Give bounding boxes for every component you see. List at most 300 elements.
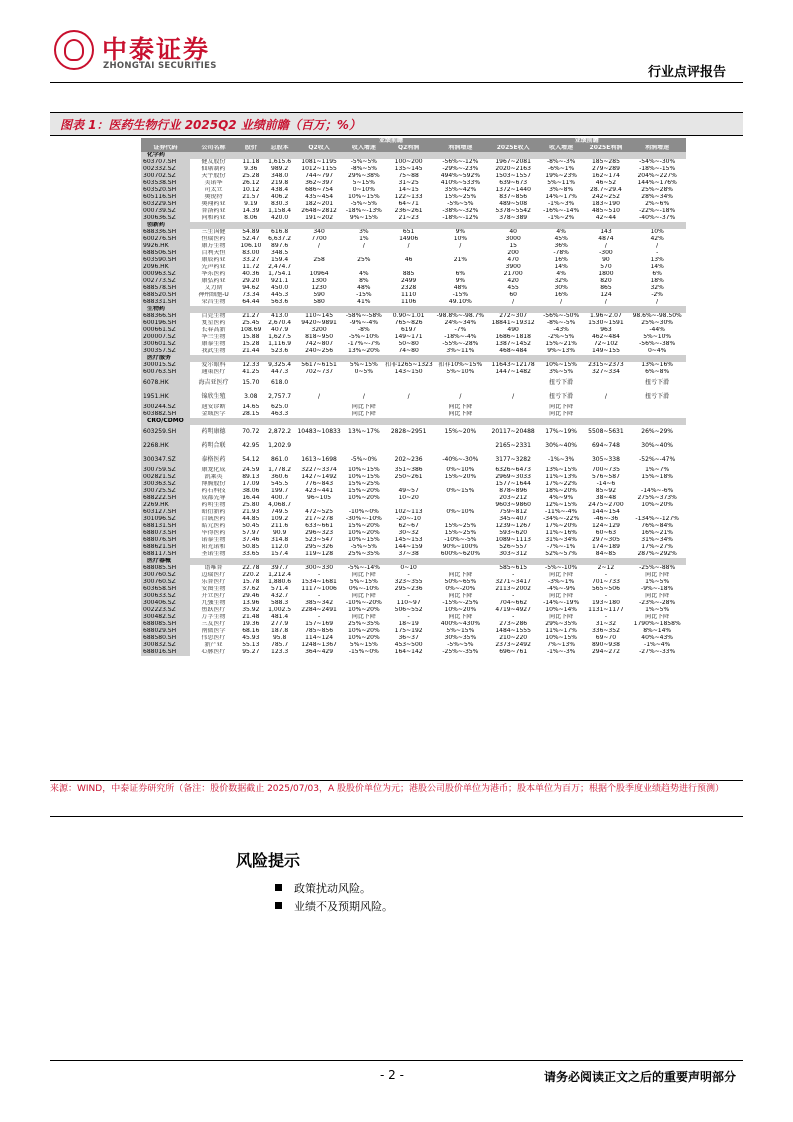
table-cell: [295, 264, 344, 271]
table-row: [141, 250, 686, 257]
company-name-cell: 安图生物: [201, 586, 226, 593]
table-cell: 203~212: [499, 495, 528, 502]
table-cell: 287%~292%: [637, 551, 677, 558]
table-row: [141, 649, 686, 656]
table-cell: 616.8: [271, 229, 289, 236]
table-cell: 扭亏下滑: [645, 392, 670, 400]
table-cell: 204%~227%: [637, 173, 677, 180]
table-cell: 820: [600, 278, 612, 285]
source-top-rule: [50, 780, 743, 781]
table-cell: -56%~-50%: [543, 313, 580, 320]
table-cell: 36%: [554, 243, 568, 250]
table-cell: 41%: [357, 299, 371, 306]
table-cell: 0~10%: [352, 187, 375, 194]
table-cell: 96~105: [307, 495, 332, 502]
table-cell: 8.06: [244, 215, 258, 222]
table-cell: -5%~5%: [447, 642, 474, 649]
table-cell: 364~429: [305, 649, 334, 656]
table-cell: 258: [313, 257, 325, 264]
company-name-cell: 药明合联: [201, 441, 226, 449]
table-row: [141, 404, 686, 411]
table-cell: 68.16: [242, 628, 260, 635]
table-cell: 扣非10%~15%: [438, 362, 483, 369]
table-cell: 588.3: [271, 600, 289, 607]
company-name-cell: 九强生物: [201, 600, 226, 607]
table-cell: 327~334: [591, 369, 620, 376]
risk-item-text: 业绩不及预期风险。: [294, 900, 393, 913]
table-row: [141, 299, 686, 306]
stock-code-cell: 603707.SH: [141, 159, 190, 166]
table-cell: 400%~430%: [440, 621, 481, 628]
table-cell: 297~305: [591, 537, 620, 544]
table-cell: -3%~1%: [548, 579, 575, 586]
table-cell: /: [604, 243, 607, 250]
table-cell: 1,212.4: [268, 572, 292, 579]
table-cell: 3%~5%: [549, 369, 574, 376]
table-section-row: [141, 418, 686, 425]
table-cell: 10%~20%: [444, 607, 477, 614]
table-cell: 1387~1452: [495, 341, 531, 348]
table-cell: -8%~5%: [350, 166, 377, 173]
table-row: [141, 551, 686, 558]
table-cell: 62~67: [398, 523, 419, 530]
table-cell: -15%~0%: [348, 649, 379, 656]
table-cell: 633~661: [305, 523, 334, 530]
table-cell: -17%~-7%: [347, 341, 380, 348]
table-cell: [344, 250, 385, 257]
table-cell: 2499: [400, 278, 417, 285]
table-cell: 323~355: [394, 579, 423, 586]
company-name-cell: 同和药业: [201, 215, 226, 222]
stock-code-cell: 000661.SZ: [141, 327, 190, 334]
table-cell: 24%~34%: [444, 320, 477, 327]
table-cell: -29%~-23%: [442, 166, 479, 173]
table-cell: 122~133: [394, 194, 423, 201]
table-row: [141, 509, 686, 516]
table-cell: 40: [509, 229, 517, 236]
stock-code-cell: 002332.SZ: [141, 166, 190, 173]
table-cell: 106.10: [240, 243, 262, 250]
table-cell: 545.5: [271, 481, 289, 488]
table-cell: 2315~2373: [588, 362, 624, 369]
table-cell: -: [317, 593, 321, 600]
table-cell: 98.6%~-98.50%: [632, 313, 682, 320]
table-cell: 50%~65%: [444, 579, 477, 586]
table-cell: -: [317, 614, 321, 621]
table-row: [141, 215, 686, 222]
table-cell: 0%~10%: [446, 467, 475, 474]
table-cell: /: [362, 243, 365, 250]
table-cell: 296~323: [305, 530, 334, 537]
company-name-cell: 我武生物: [201, 348, 226, 355]
table-cell: 1,002.5: [268, 607, 292, 614]
table-cell: 19%~23%: [545, 173, 577, 180]
table-cell: -1%~3%: [548, 201, 575, 208]
table-cell: 31~32: [595, 621, 617, 628]
table-row: [141, 229, 686, 236]
table-row: [141, 628, 686, 635]
table-row: [141, 257, 686, 264]
table-cell: 14%: [554, 264, 568, 271]
table-cell: -7%: [454, 327, 467, 334]
table-cell: -8%: [358, 327, 370, 334]
table-row: [141, 362, 686, 369]
table-cell: 11%~17%: [545, 628, 577, 635]
table-cell: -8%~-5%: [546, 320, 576, 327]
table-cell: 29.46: [242, 593, 260, 600]
stock-code-cell: 688621.SH: [141, 544, 190, 551]
section-label: 创新药: [141, 222, 686, 229]
stock-code-cell: 300601.SZ: [141, 341, 190, 348]
table-cell: -22%~-18%: [639, 208, 676, 215]
company-name-cell: 迪安诊断: [201, 404, 226, 411]
table-cell: -7%~-1%: [546, 544, 576, 551]
company-name-cell: 美诺华: [204, 180, 223, 187]
table-cell: 14.65: [242, 404, 260, 411]
table-cell: -46~-36: [593, 516, 619, 523]
table-cell: 90: [602, 257, 610, 264]
table-cell: [295, 376, 344, 390]
col-header: 总股本: [265, 145, 295, 152]
table-cell: 10%: [650, 229, 664, 236]
table-cell: 921.1: [271, 278, 289, 285]
table-cell: 432.7: [271, 593, 289, 600]
table-cell: 10%~15%: [545, 362, 577, 369]
stock-code-cell: 2096.HK: [141, 264, 190, 271]
table-cell: 74~80: [398, 348, 419, 355]
table-cell: 10%~15%: [348, 537, 380, 544]
table-row: [141, 481, 686, 488]
table-cell: 72~102: [593, 341, 618, 348]
table-cell: 25%~35%: [348, 551, 380, 558]
table-cell: 54.89: [242, 229, 260, 236]
table-row: [141, 495, 686, 502]
table-cell: /: [362, 392, 365, 400]
table-cell: -18%~-13%: [345, 208, 382, 215]
table-cell: 314.8: [271, 537, 289, 544]
table-cell: 250~261: [394, 474, 423, 481]
company-name-cell: 诺泰生物: [201, 537, 226, 544]
table-cell: 33.65: [242, 551, 260, 558]
company-name-cell: 圣诺生物: [201, 551, 226, 558]
table-cell: 1,627.5: [268, 334, 292, 341]
table-cell: [344, 376, 385, 390]
table-cell: 13%: [650, 257, 664, 264]
table-cell: 15%~25%: [444, 530, 477, 537]
table-row: [141, 341, 686, 348]
table-cell: 46: [404, 257, 413, 264]
table-cell: 21700: [503, 271, 523, 278]
table-cell: 2,872.2: [268, 427, 292, 435]
table-cell: 351~386: [394, 467, 423, 474]
table-cell: 64.44: [242, 299, 260, 306]
table-cell: 413.0: [271, 313, 289, 320]
company-name-cell: 奥锐特: [204, 194, 223, 201]
table-cell: 12.33: [242, 362, 260, 369]
table-cell: 5%~11%: [547, 180, 576, 187]
table-cell: 119~128: [305, 551, 334, 558]
table-cell: 6197: [400, 327, 417, 334]
table-cell: 1,202.9: [268, 441, 292, 449]
stock-code-cell: 9926.HK: [141, 243, 190, 250]
table-cell: 36~37: [398, 635, 419, 642]
table-cell: 10%~15%: [348, 194, 380, 201]
source-note: 来源：WIND，中泰证券研究所（备注：股价数据截止 2025/07/03，A 股股价单位为元；港股公司股价单位为港币；股本单位为百万；根据个股季度业绩趋势进行预测）: [50, 784, 724, 794]
risk-item: [275, 880, 371, 896]
table-cell: 21.48: [242, 614, 260, 621]
table-cell: -18%~-4%: [444, 334, 477, 341]
table-cell: 570: [600, 264, 612, 271]
stock-code-cell: 603658.SH: [141, 586, 190, 593]
company-name-cell: 乐普医疗: [201, 579, 226, 586]
table-cell: [628, 509, 686, 516]
company-name-cell: 金域医学: [201, 411, 226, 418]
table-cell: 同比下降: [351, 572, 376, 579]
table-cell: 5%~15%: [446, 628, 475, 635]
table-cell: 472~525: [305, 509, 334, 516]
table-cell: [584, 411, 629, 418]
table-cell: 340: [313, 229, 325, 236]
table-row: [141, 530, 686, 537]
table-cell: 2969~3033: [495, 474, 531, 481]
table-cell: 25.28: [242, 173, 260, 180]
table-cell: 455: [507, 285, 519, 292]
table-row: [141, 194, 686, 201]
table-row: [141, 201, 686, 208]
stock-code-cell: 002773.SZ: [141, 278, 190, 285]
company-name-cell: 百利天恒: [201, 250, 226, 257]
table-cell: 60~63: [595, 530, 617, 537]
table-cell: 10964: [309, 271, 329, 278]
table-cell: /: [459, 243, 462, 250]
table-cell: 295~236: [394, 586, 423, 593]
company-name-cell: 神州细胞-U: [198, 292, 229, 299]
section-label: 医疗服务: [141, 355, 686, 362]
table-cell: /: [459, 392, 462, 400]
table-cell: 30%~35%: [444, 635, 477, 642]
stock-code-cell: 2268.HK: [141, 439, 190, 453]
table-cell: -14~6: [596, 481, 616, 488]
table-cell: 14~15: [398, 187, 419, 194]
table-cell: 277.9: [271, 621, 289, 628]
table-row: [141, 523, 686, 530]
company-name-cell: 司太立: [204, 187, 223, 194]
table-cell: 21~23: [398, 215, 419, 222]
company-name-cell: 三友医疗: [201, 621, 226, 628]
table-cell: 410%~533%: [440, 180, 481, 187]
table-cell: 0~10: [400, 565, 417, 572]
table-cell: 20117~20488: [491, 427, 535, 435]
table-row: [141, 537, 686, 544]
stock-code-cell: 1951.HK: [141, 390, 190, 404]
table-cell: 885: [402, 271, 415, 278]
stock-code-cell: 600276.SH: [141, 236, 190, 243]
table-cell: -1%~2%: [548, 215, 575, 222]
table-cell: 95.27: [242, 649, 260, 656]
table-cell: 686~754: [305, 187, 334, 194]
page-number: - 2 -: [380, 1068, 404, 1082]
table-cell: -25%~-88%: [639, 565, 676, 572]
logo-mark-icon: [54, 30, 94, 70]
table-cell: 1081~1195: [301, 159, 337, 166]
table-cell: -6%~1%: [548, 166, 575, 173]
table-cell: 102~113: [394, 509, 423, 516]
table-cell: 110~97: [396, 600, 421, 607]
group-header-2025e: 业绩前瞻: [488, 138, 686, 145]
company-name-cell: 成都先导: [201, 495, 226, 502]
bullet-square-icon: [275, 902, 282, 909]
stock-code-cell: 300363.SZ: [141, 481, 190, 488]
table-row: [141, 635, 686, 642]
company-name-cell: 恒瑞医药: [201, 236, 226, 243]
table-cell: 40%~43%: [641, 635, 673, 642]
stock-code-cell: 603259.SH: [141, 425, 190, 439]
table-cell: 1110: [400, 292, 417, 299]
table-cell: [344, 502, 385, 509]
stock-code-cell: 300832.SZ: [141, 642, 190, 649]
table-cell: 32%: [650, 285, 664, 292]
table-cell: 470: [507, 257, 519, 264]
table-cell: 124~129: [591, 523, 620, 530]
table-cell: 15%~20%: [444, 474, 477, 481]
table-cell: [295, 404, 344, 411]
table-cell: 5%~15%: [349, 642, 378, 649]
table-cell: -25%~-35%: [442, 649, 479, 656]
table-cell: 175~192: [394, 628, 423, 635]
table-row: [141, 502, 686, 509]
table-cell: 183~190: [591, 201, 620, 208]
table-cell: -40%~-37%: [639, 215, 676, 222]
table-cell: 52.47: [242, 236, 260, 243]
table-cell: 135~145: [394, 166, 423, 173]
table-cell: [344, 264, 385, 271]
table-cell: [384, 481, 433, 488]
table-cell: 0~5%: [354, 369, 374, 376]
table-cell: -: [407, 593, 410, 600]
table-cell: 6326~6473: [495, 467, 531, 474]
table-header-row: [141, 145, 686, 152]
table-cell: 40.36: [242, 271, 260, 278]
table-cell: 15%~20%: [348, 523, 380, 530]
table-cell: [433, 250, 487, 257]
table-cell: 565~506: [591, 586, 620, 593]
table-cell: 506~552: [394, 607, 423, 614]
table-row: [141, 159, 686, 166]
table-cell: -: [604, 593, 607, 600]
table-cell: 7%~13%: [547, 642, 576, 649]
table-cell: 6%: [455, 271, 466, 278]
table-cell: 3227~3374: [301, 467, 337, 474]
table-cell: 785.7: [271, 642, 289, 649]
table-cell: 348.5: [271, 250, 289, 257]
table-cell: -15%: [452, 292, 469, 299]
table-cell: 5~15%: [352, 180, 375, 187]
table-cell: 9%~13%: [547, 348, 576, 355]
company-name-cell: 康弘药业: [201, 278, 226, 285]
table-cell: 42%: [650, 236, 664, 243]
table-cell: 44.85: [242, 516, 260, 523]
table-cell: 2%~6%: [645, 201, 670, 208]
table-cell: 95.8: [272, 635, 287, 642]
table-cell: 210~220: [499, 635, 528, 642]
table-cell: 13.96: [242, 600, 260, 607]
stock-code-cell: 300702.SZ: [141, 173, 190, 180]
table-cell: [628, 481, 686, 488]
table-cell: 21.27: [242, 313, 260, 320]
group-header-q2: 业绩前瞻: [295, 138, 488, 145]
table-cell: 同比下降: [351, 411, 376, 418]
table-cell: 18841~19312: [491, 320, 535, 327]
table-cell: 785~856: [305, 628, 334, 635]
table-cell: 481.4: [271, 614, 289, 621]
table-row: [141, 488, 686, 495]
table-row: [141, 474, 686, 481]
table-cell: 2373~2492: [495, 642, 531, 649]
table-cell: 11643~12178: [491, 362, 535, 369]
table-row: [141, 614, 686, 621]
company-name-cell: 锦欣生殖: [201, 392, 226, 400]
table-cell: -52%~-47%: [639, 455, 676, 463]
table-cell: 897.6: [271, 243, 289, 250]
table-cell: 10%~20%: [641, 502, 673, 509]
table-row: [141, 565, 686, 572]
table-cell: [584, 376, 629, 390]
company-name-cell: 药明生物: [201, 502, 226, 509]
table-row: [141, 376, 686, 390]
table-cell: 406.2: [271, 194, 289, 201]
table-cell: 1117~1006: [301, 586, 337, 593]
table-cell: 2020~2163: [495, 166, 531, 173]
table-cell: 4%: [556, 229, 566, 236]
table-cell: 15%~21%: [545, 341, 577, 348]
table-cell: -: [512, 593, 515, 600]
table-cell: 2165~2331: [495, 441, 531, 449]
table-cell: 2284~2491: [301, 607, 337, 614]
table-cell: 扭亏下滑: [645, 378, 670, 386]
table-cell: 同比下降: [549, 411, 574, 418]
table-cell: 438.4: [271, 187, 289, 194]
table-cell: 1800: [598, 271, 614, 278]
stock-code-cell: 000739.SZ: [141, 208, 190, 215]
table-cell: [384, 404, 433, 411]
table-cell: 10%~15%: [545, 635, 577, 642]
table-cell: -27%~-33%: [639, 649, 676, 656]
stock-code-cell: 300760.SZ: [141, 579, 190, 586]
table-cell: 1,116.9: [268, 341, 292, 348]
table-cell: -1%~3%: [548, 455, 575, 463]
table-cell: [295, 411, 344, 418]
table-cell: 10%~15%: [348, 467, 380, 474]
table-cell: 362~397: [305, 180, 334, 187]
table-cell: 1,778.2: [268, 467, 292, 474]
table-cell: 576~587: [591, 474, 620, 481]
table-cell: 305~338: [591, 455, 620, 463]
table-cell: /: [512, 392, 515, 400]
table-cell: 202~236: [394, 455, 423, 463]
table-cell: [628, 404, 686, 411]
table-cell: 590: [313, 292, 325, 299]
stock-code-cell: 688366.SH: [141, 313, 190, 320]
company-name-cell: 迈瑞医疗: [201, 572, 226, 579]
table-cell: [433, 495, 487, 502]
table-cell: 5%~10%: [446, 369, 475, 376]
table-cell: 1089~1113: [495, 537, 531, 544]
table-cell: 3200: [311, 327, 327, 334]
table-cell: 837~856: [499, 194, 528, 201]
table-cell: 5%~15%: [349, 579, 378, 586]
table-row: [141, 621, 686, 628]
table-cell: 1427~1492: [301, 474, 337, 481]
